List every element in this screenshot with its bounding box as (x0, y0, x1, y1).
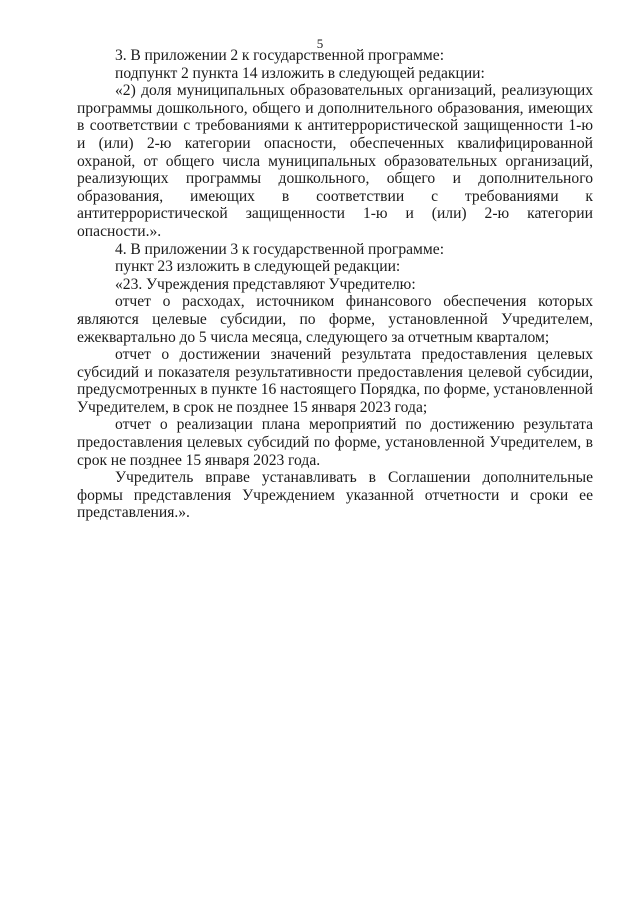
document-body (77, 47, 593, 522)
paragraph-founder-rights: Учредитель вправе устанавливать в Соглашении дополнительные формы представления Учреждением указанной отчетности и сроки ее представления.». (77, 469, 593, 522)
paragraph-expense-report: отчет о расходах, источником финансового обеспечения которых являются целевые субсидии, по форме, установленной Учредителем, ежеквартально до 5 числа месяца, следующего за отчетным кварталом; (77, 293, 593, 346)
page-number: 5 (316, 36, 324, 51)
paragraph-item-23-intro: «23. Учреждения представляют Учредителю: (115, 275, 416, 293)
paragraph-plan-report: отчет о реализации плана мероприятий по достижению результата предоставления целевых субсидий по форме, установленной Учредителем, в срок не позднее 15 января 2023 года. (77, 416, 593, 469)
paragraph-subitem-2-text: «2) доля муниципальных образовательных организаций, реализующих программы дошкольного, общего и дополнительного образования, имеющих в соответствии с требованиями к антитеррористической защищенности 1-ю и (или) 2-ю категории опасности, обеспеченных квалифицированной охраной, от общего числа муниципальных образовательных организаций, реализующих программы дошкольного, общего и дополнительного образования, имеющих в соответствии с требованиями к антитеррористической защищенности 1-ю и (или) 2-ю категории опасности.». (77, 82, 593, 240)
paragraph-item-23-instruction: пункт 23 изложить в следующей редакции: (115, 258, 401, 276)
paragraph-results-report: отчет о достижении значений результата предоставления целевых субсидий и показателя результативности предоставления целевой субсидии, предусмотренных в пункте 16 настоящего Порядка, по форме, установленной Учредителем, в срок не позднее 15 января 2023 года; (77, 346, 593, 416)
paragraph-appendix-3-heading: 4. В приложении 3 к государственной программе: (115, 240, 445, 258)
paragraph-appendix-2-heading: 3. В приложении 2 к государственной программе: (115, 47, 445, 64)
paragraph-subitem-instruction: подпункт 2 пункта 14 изложить в следующей редакции: (115, 64, 485, 82)
